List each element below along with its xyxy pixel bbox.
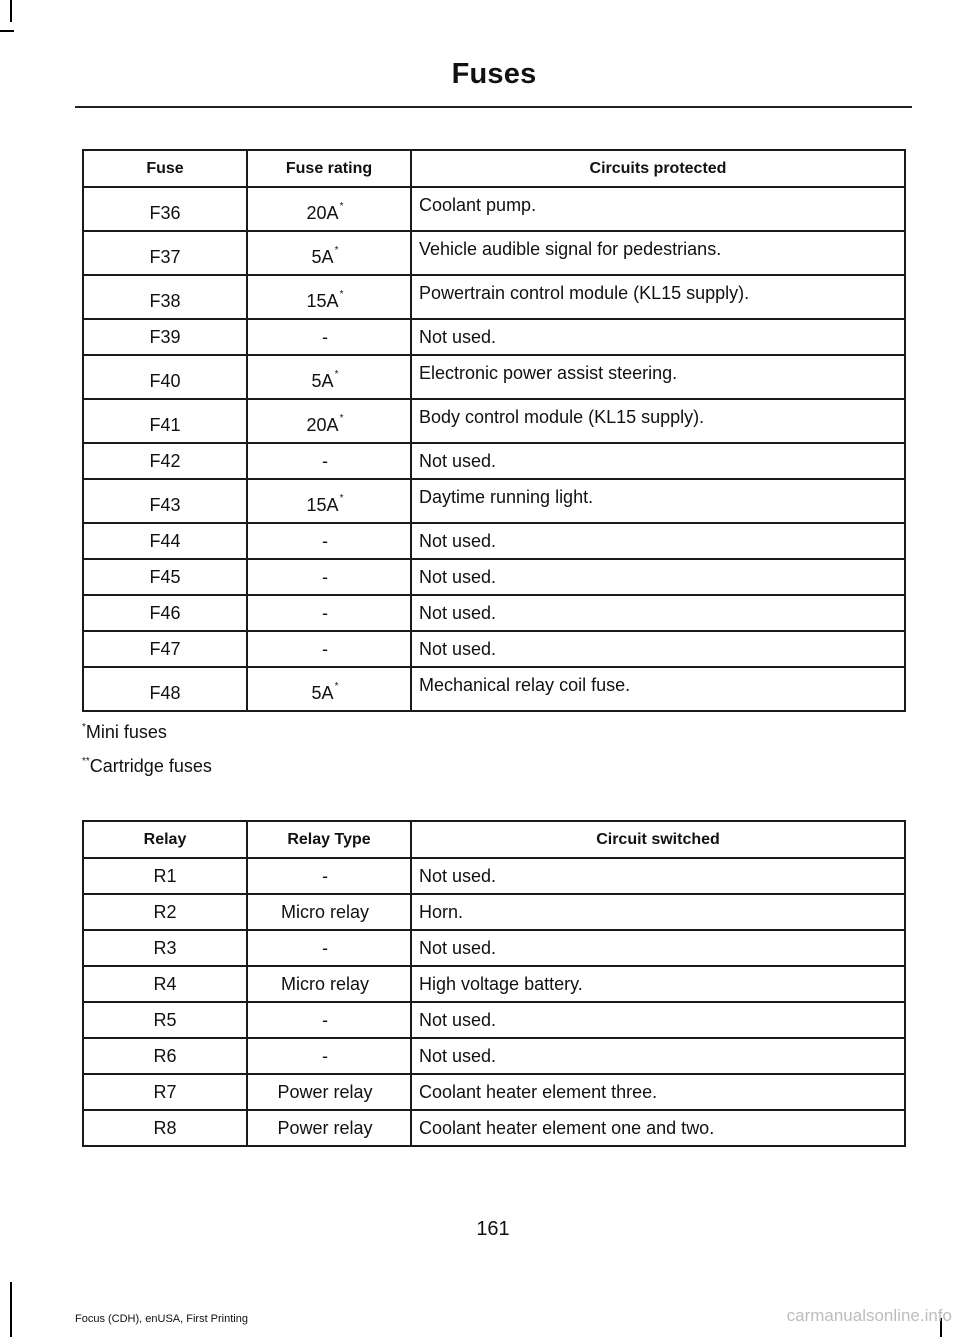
- fuse-rating: 5A: [311, 370, 334, 391]
- fuse-circuit: Not used.: [411, 319, 905, 355]
- fuse-circuit: Daytime running light.: [411, 479, 905, 523]
- relay-circuit: Not used.: [411, 1002, 905, 1038]
- fuse-footnote-marker: *: [334, 680, 339, 692]
- relay-circuit: Coolant heater element one and two.: [411, 1110, 905, 1146]
- relay-type: Power relay: [247, 1074, 411, 1110]
- relay-type: Micro relay: [247, 966, 411, 1002]
- fuse-row: [83, 319, 905, 355]
- crop-mark-top-left-h: [0, 30, 14, 32]
- header-circuits-protected: Circuits protected: [411, 150, 905, 187]
- fuse-id: F41: [83, 399, 247, 443]
- header-circuit-switched: Circuit switched: [411, 821, 905, 858]
- fuse-id: F38: [83, 275, 247, 319]
- relay-row: [83, 1002, 905, 1038]
- fuse-id: F42: [83, 443, 247, 479]
- fuse-circuit: Vehicle audible signal for pedestrians.: [411, 231, 905, 275]
- header-fuse-rating: Fuse rating: [247, 150, 411, 187]
- relay-type: -: [247, 1038, 411, 1074]
- fuse-rating: -: [322, 638, 328, 659]
- fuse-row: [83, 559, 905, 595]
- fuse-circuit: Body control module (KL15 supply).: [411, 399, 905, 443]
- header-relay: Relay: [83, 821, 247, 858]
- fuse-footnote-marker: *: [339, 412, 344, 424]
- relay-id: R3: [83, 930, 247, 966]
- fuse-id: F44: [83, 523, 247, 559]
- fuse-rating-cell: [247, 667, 411, 711]
- watermark: carmanualsonline.info: [786, 1306, 952, 1325]
- page-title: Fuses: [451, 58, 537, 90]
- fuse-id: F45: [83, 559, 247, 595]
- fuse-table: [82, 149, 906, 712]
- relay-circuit: Not used.: [411, 858, 905, 894]
- fuse-footnote-marker: *: [339, 288, 344, 300]
- fuse-id: F43: [83, 479, 247, 523]
- crop-mark-top-left: [10, 0, 12, 22]
- fuse-rating-cell: [247, 187, 411, 231]
- relay-id: R5: [83, 1002, 247, 1038]
- fuse-rating-cell: [247, 595, 411, 631]
- relay-row: [83, 966, 905, 1002]
- fuse-rating: 15A: [306, 494, 339, 515]
- relay-type: Micro relay: [247, 894, 411, 930]
- fuse-row: [83, 595, 905, 631]
- fuse-rating: 5A: [311, 682, 334, 703]
- relay-type: -: [247, 930, 411, 966]
- footnote-text: Mini fuses: [85, 722, 167, 742]
- fuse-circuit: Not used.: [411, 631, 905, 667]
- fuse-rating-cell: [247, 319, 411, 355]
- fuse-circuit: Not used.: [411, 559, 905, 595]
- fuse-rating-cell: [247, 443, 411, 479]
- fuse-circuit: Not used.: [411, 443, 905, 479]
- header-fuse: Fuse: [83, 150, 247, 187]
- footnote-mini-fuses: [82, 722, 167, 743]
- fuse-circuit: Not used.: [411, 523, 905, 559]
- fuse-row: [83, 523, 905, 559]
- footnote-marker: **: [82, 756, 90, 767]
- fuse-rating-cell: [247, 631, 411, 667]
- relay-table-header: [83, 821, 905, 858]
- fuse-rating-cell: [247, 275, 411, 319]
- fuse-footnote-marker: *: [334, 244, 339, 256]
- fuse-row: [83, 667, 905, 711]
- relay-id: R8: [83, 1110, 247, 1146]
- relay-id: R2: [83, 894, 247, 930]
- fuse-rating: -: [322, 530, 328, 551]
- header-relay-type: Relay Type: [247, 821, 411, 858]
- fuse-footnote-marker: *: [334, 368, 339, 380]
- fuse-id: F47: [83, 631, 247, 667]
- fuse-id: F46: [83, 595, 247, 631]
- fuse-row: [83, 187, 905, 231]
- fuse-row: [83, 479, 905, 523]
- fuse-circuit: Not used.: [411, 595, 905, 631]
- fuse-rating: 20A: [306, 202, 339, 223]
- relay-id: R1: [83, 858, 247, 894]
- relay-circuit: Coolant heater element three.: [411, 1074, 905, 1110]
- relay-circuit: High voltage battery.: [411, 966, 905, 1002]
- fuse-circuit: Powertrain control module (KL15 supply).: [411, 275, 905, 319]
- relay-row: [83, 1074, 905, 1110]
- fuse-rating: -: [322, 602, 328, 623]
- relay-row: [83, 1110, 905, 1146]
- fuse-rating-cell: [247, 523, 411, 559]
- fuse-row: [83, 443, 905, 479]
- relay-circuit: Not used.: [411, 930, 905, 966]
- fuse-id: F48: [83, 667, 247, 711]
- edition-footer: Focus (CDH), enUSA, First Printing: [75, 1313, 248, 1325]
- fuse-circuit: Coolant pump.: [411, 187, 905, 231]
- relay-row: [83, 1038, 905, 1074]
- fuse-row: [83, 631, 905, 667]
- relay-row: [83, 858, 905, 894]
- relay-table: [82, 820, 906, 1147]
- relay-row: [83, 930, 905, 966]
- fuse-row: [83, 275, 905, 319]
- fuse-rating-cell: [247, 479, 411, 523]
- footnote-marker: *: [82, 722, 86, 733]
- relay-id: R7: [83, 1074, 247, 1110]
- fuse-id: F37: [83, 231, 247, 275]
- fuse-id: F39: [83, 319, 247, 355]
- crop-mark-bottom-left: [10, 1282, 12, 1337]
- footnote-cartridge-fuses: [82, 756, 212, 777]
- fuse-footnote-marker: *: [339, 200, 344, 212]
- fuse-rating: 5A: [311, 246, 334, 267]
- relay-id: R6: [83, 1038, 247, 1074]
- fuse-table-header: [83, 150, 905, 187]
- relay-circuit: Not used.: [411, 1038, 905, 1074]
- page-number: 161: [476, 1218, 510, 1240]
- fuse-id: F36: [83, 187, 247, 231]
- fuse-row: [83, 399, 905, 443]
- fuse-footnote-marker: *: [339, 492, 344, 504]
- fuse-circuit: Mechanical relay coil fuse.: [411, 667, 905, 711]
- fuse-rating: 15A: [306, 290, 339, 311]
- relay-type: -: [247, 1002, 411, 1038]
- relay-row: [83, 894, 905, 930]
- fuse-rating: -: [322, 326, 328, 347]
- relay-id: R4: [83, 966, 247, 1002]
- fuse-rating: -: [322, 566, 328, 587]
- relay-type: Power relay: [247, 1110, 411, 1146]
- fuse-rating-cell: [247, 231, 411, 275]
- fuse-id: F40: [83, 355, 247, 399]
- fuse-circuit: Electronic power assist steering.: [411, 355, 905, 399]
- fuse-row: [83, 355, 905, 399]
- fuse-rating-cell: [247, 559, 411, 595]
- relay-type: -: [247, 858, 411, 894]
- relay-circuit: Horn.: [411, 894, 905, 930]
- fuse-row: [83, 231, 905, 275]
- title-rule: [75, 106, 912, 108]
- fuse-rating-cell: [247, 355, 411, 399]
- fuse-rating: 20A: [306, 414, 339, 435]
- footnote-text: Cartridge fuses: [89, 756, 212, 776]
- fuse-rating: -: [322, 450, 328, 471]
- fuse-rating-cell: [247, 399, 411, 443]
